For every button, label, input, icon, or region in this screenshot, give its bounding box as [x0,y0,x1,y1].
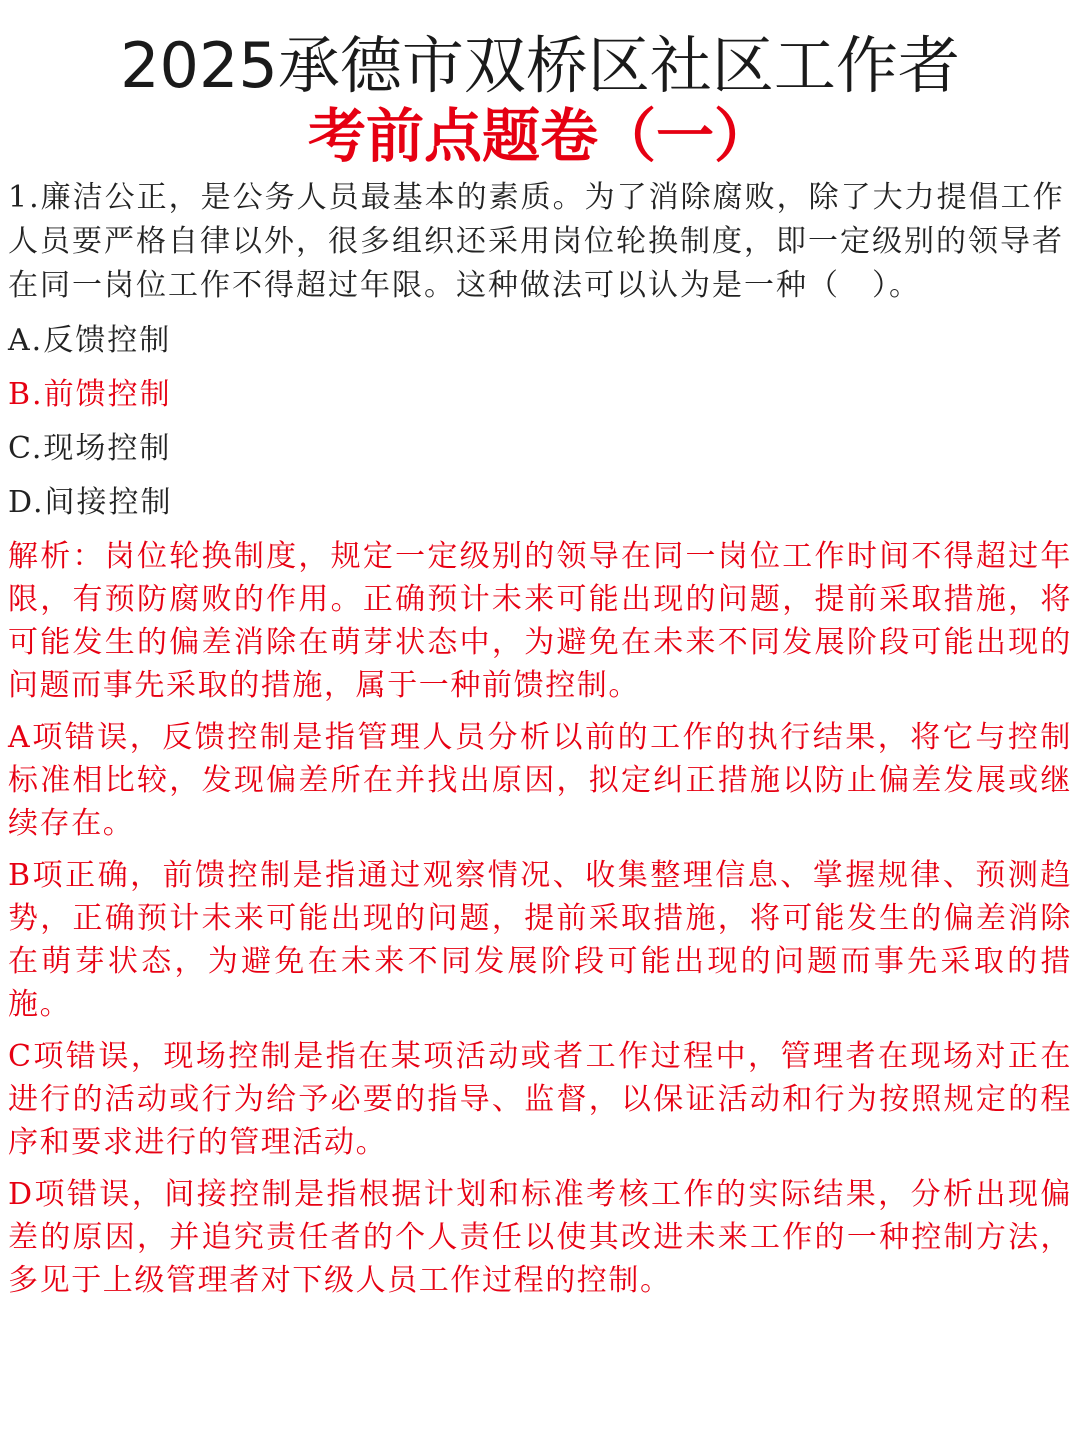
explanation-option-d: D项错误，间接控制是指根据计划和标准考核工作的实际结果，分析出现偏差的原因，并追究责任者的个人责任以使其改进未来工作的一种控制方法，多见于上级管理者对下级人员工作过程的控制。 [8,1177,1072,1298]
explanation-option-a: A项错误，反馈控制是指管理人员分析以前的工作的执行结果，将它与控制标准相比较，发现偏差所在并找出原因，拟定纠正措施以防止偏差发展或继续存在。 [8,720,1072,841]
option-d: D.间接控制 [8,485,173,520]
explanation-summary: 解析：岗位轮换制度，规定一定级别的领导在同一岗位工作时间不得超过年限，有预防腐败的作用。正确预计未来可能出现的问题，提前采取措施，将可能发生的偏差消除在萌芽状态中，为避免在未来不同发展阶段可能出现的问题而事先采取的措施，属于一种前馈控制。 [8,539,1072,703]
question-content [8,176,1072,1311]
question-stem: 1.廉洁公正，是公务人员最基本的素质。为了消除腐败，除了大力提倡工作人员要严格自律以外，很多组织还采用岗位轮换制度，即一定级别的领导者在同一岗位工作不得超过年限。这种做法可以认为是一种（ ）。 [8,180,1065,303]
page-title: 2025承德市双桥区社区工作者 [120,29,960,102]
explanation-option-b: B项正确，前馈控制是指通过观察情况、收集整理信息、掌握规律、预测趋势，正确预计未来可能出现的问题，提前采取措施，将可能发生的偏差消除在萌芽状态，为避免在未来不同发展阶段可能出现的问题而事先采取的措施。 [8,858,1072,1022]
option-a: A.反馈控制 [8,323,172,358]
option-c: C.现场控制 [8,431,172,466]
explanation-option-c: C项错误，现场控制是指在某项活动或者工作过程中，管理者在现场对正在进行的活动或行为给予必要的指导、监督，以保证活动和行为按照规定的程序和要求进行的管理活动。 [8,1039,1072,1160]
option-b-correct: B.前馈控制 [8,377,172,412]
page-subtitle: 考前点题卷（一） [307,102,772,170]
